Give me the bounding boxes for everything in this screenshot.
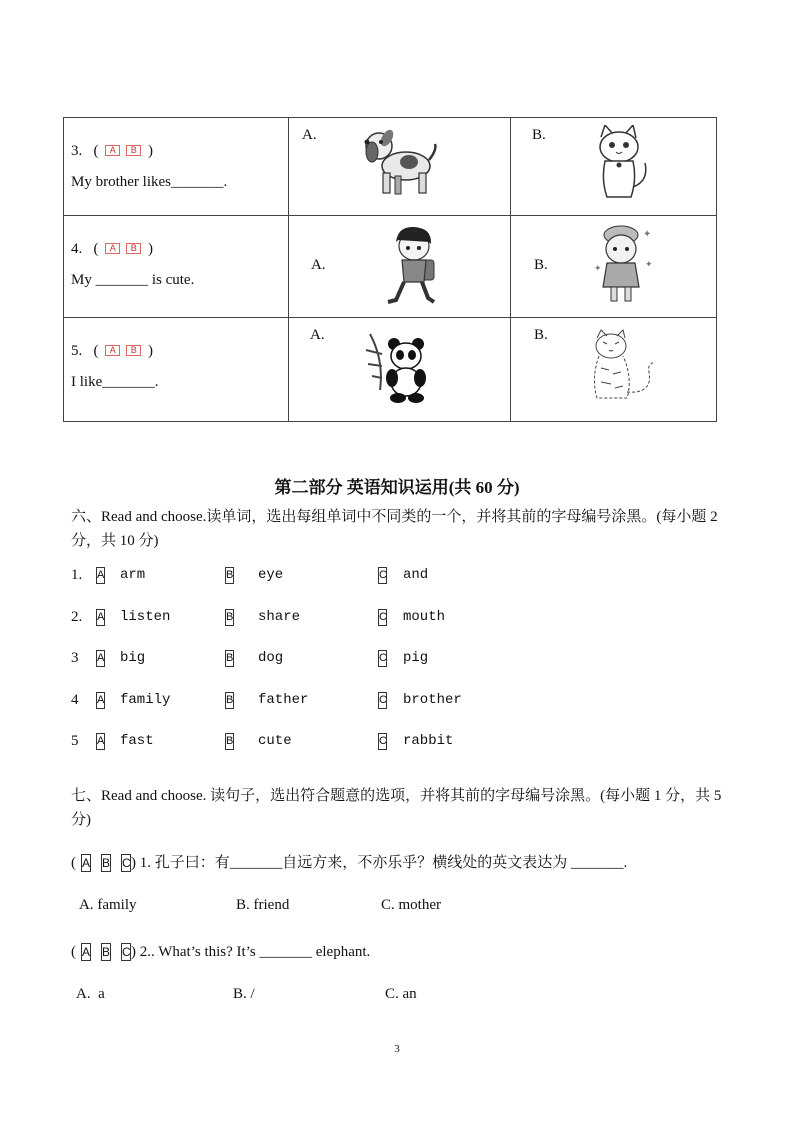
word-a: family: [120, 692, 171, 708]
row-number: 1.: [71, 567, 83, 583]
svg-text:✦: ✦: [594, 264, 602, 274]
answer-bubble-c[interactable]: C: [378, 609, 387, 626]
answer-bubble-a[interactable]: A: [105, 243, 120, 254]
answer-bubble-a[interactable]: A: [96, 733, 105, 750]
option-a-cell: [289, 118, 511, 216]
option-b-cell: [511, 118, 717, 216]
boy-picture: [384, 224, 444, 310]
word-a: big: [120, 650, 146, 666]
question-cell: [64, 318, 289, 422]
paren-close: ): [131, 944, 136, 960]
answer-bubble-a[interactable]: A: [96, 692, 105, 709]
question-sentence: My brother likes_______.: [71, 174, 228, 190]
answer-bubble-b[interactable]: B: [225, 609, 234, 626]
question-number-line: [71, 241, 153, 258]
page-number: 3: [394, 1043, 400, 1055]
word-b: share: [258, 609, 301, 625]
paren-open: (: [93, 241, 99, 257]
question-number: 5.: [71, 343, 83, 359]
answer-bubble-b[interactable]: B: [126, 345, 141, 356]
answer-bubble-a[interactable]: A: [82, 856, 91, 870]
answer-bubble-b[interactable]: B: [102, 945, 111, 959]
question-number-line: [71, 143, 153, 160]
tiger-picture: [583, 328, 663, 408]
table-row: [64, 118, 717, 216]
question-cell: [64, 216, 289, 318]
word-a: fast: [120, 733, 154, 749]
answer-bubble-b[interactable]: B: [225, 692, 234, 709]
answer-bubble-c[interactable]: C: [122, 856, 131, 870]
question-sentence: I like_______.: [71, 374, 159, 390]
word-b: father: [258, 692, 309, 708]
answer-bubble-b[interactable]: B: [225, 733, 234, 750]
question-number: 4.: [71, 241, 83, 257]
word-c: mouth: [403, 609, 446, 625]
option-a-cell: [289, 216, 511, 318]
option-b: B. friend: [236, 897, 290, 913]
answer-bubble-a[interactable]: A: [96, 567, 105, 584]
listening-question-table: [63, 117, 717, 422]
word-a: arm: [120, 567, 146, 583]
question-number-line: [71, 343, 153, 360]
option-a-label: A.: [302, 127, 317, 143]
question-line: [71, 851, 627, 872]
question-line: [71, 943, 370, 961]
word-a: listen: [120, 609, 171, 625]
option-c: C. mother: [381, 897, 441, 913]
answer-bubble-c[interactable]: C: [378, 650, 387, 667]
paren-open: (: [71, 855, 76, 871]
option-b-cell: [511, 216, 717, 318]
paren-open: (: [71, 944, 76, 960]
part-two-title: 第二部分 英语知识运用(共 60 分): [274, 478, 520, 497]
question-sentence: My _______ is cute.: [71, 272, 195, 288]
section-seven-instruction: 七、Read and choose. 读句子，选出符合题意的选项，并将其前的字母编号涂黑。(每小题 1 分，共 5 分): [71, 788, 722, 828]
answer-bubble-a[interactable]: A: [96, 650, 105, 667]
answer-bubble-c[interactable]: C: [378, 733, 387, 750]
table-row: [64, 216, 717, 318]
answer-bubble-a[interactable]: A: [105, 345, 120, 356]
option-a-label: A.: [311, 257, 326, 273]
answer-bubble-b[interactable]: B: [225, 567, 234, 584]
paren-close: ): [148, 241, 153, 257]
question-number: 3.: [71, 143, 83, 159]
paren-close: ): [148, 143, 153, 159]
option-a-cell: [289, 318, 511, 422]
option-b: B. /: [233, 986, 255, 1002]
svg-text:✦: ✦: [645, 260, 653, 270]
answer-bubble-a[interactable]: A: [96, 609, 105, 626]
answer-bubble-b[interactable]: B: [126, 243, 141, 254]
option-b-label: B.: [534, 327, 548, 343]
option-a-label: A.: [310, 327, 325, 343]
question-text: 1. 孔子曰：有_______自远方来，不亦乐乎？横线处的英文表达为 _______.: [139, 855, 628, 871]
word-c: brother: [403, 692, 462, 708]
word-c: pig: [403, 650, 429, 666]
table-row: [64, 318, 717, 422]
option-b-label: B.: [532, 127, 546, 143]
answer-bubble-a[interactable]: A: [105, 145, 120, 156]
girl-picture: [593, 223, 655, 309]
panda-picture: [364, 330, 436, 404]
question-text: 2.. What’s this? It’s _______ elephant.: [139, 944, 371, 960]
answer-bubble-c[interactable]: C: [378, 692, 387, 709]
answer-bubble-c[interactable]: C: [378, 567, 387, 584]
section-six-instruction: 六、Read and choose.读单词，选出每组单词中不同类的一个，并将其前的字母编号涂黑。(每小题 2 分，共 10 分): [71, 509, 718, 549]
paren-open: (: [93, 143, 99, 159]
answer-bubble-a[interactable]: A: [82, 945, 91, 959]
answer-bubble-b[interactable]: B: [225, 650, 234, 667]
word-c: rabbit: [403, 733, 454, 749]
svg-text:✦: ✦: [643, 229, 652, 240]
option-b-cell: [511, 318, 717, 422]
word-c: and: [403, 567, 429, 583]
row-number: 5: [71, 733, 79, 749]
answer-bubble-b[interactable]: B: [126, 145, 141, 156]
question-cell: [64, 118, 289, 216]
paren-close: ): [148, 343, 153, 359]
answer-bubble-b[interactable]: B: [102, 856, 111, 870]
row-number: 2.: [71, 609, 83, 625]
option-a: A. family: [79, 897, 137, 913]
paren-close: ): [131, 855, 136, 871]
dog-picture: [359, 126, 439, 204]
answer-bubble-c[interactable]: C: [122, 945, 131, 959]
option-c: C. an: [385, 986, 417, 1002]
option-a: A. a: [76, 986, 105, 1002]
word-b: cute: [258, 733, 292, 749]
word-b: eye: [258, 567, 284, 583]
option-b-label: B.: [534, 257, 548, 273]
row-number: 4: [71, 692, 79, 708]
paren-open: (: [93, 343, 99, 359]
word-b: dog: [258, 650, 284, 666]
row-number: 3: [71, 650, 79, 666]
cat-picture: [591, 125, 653, 205]
